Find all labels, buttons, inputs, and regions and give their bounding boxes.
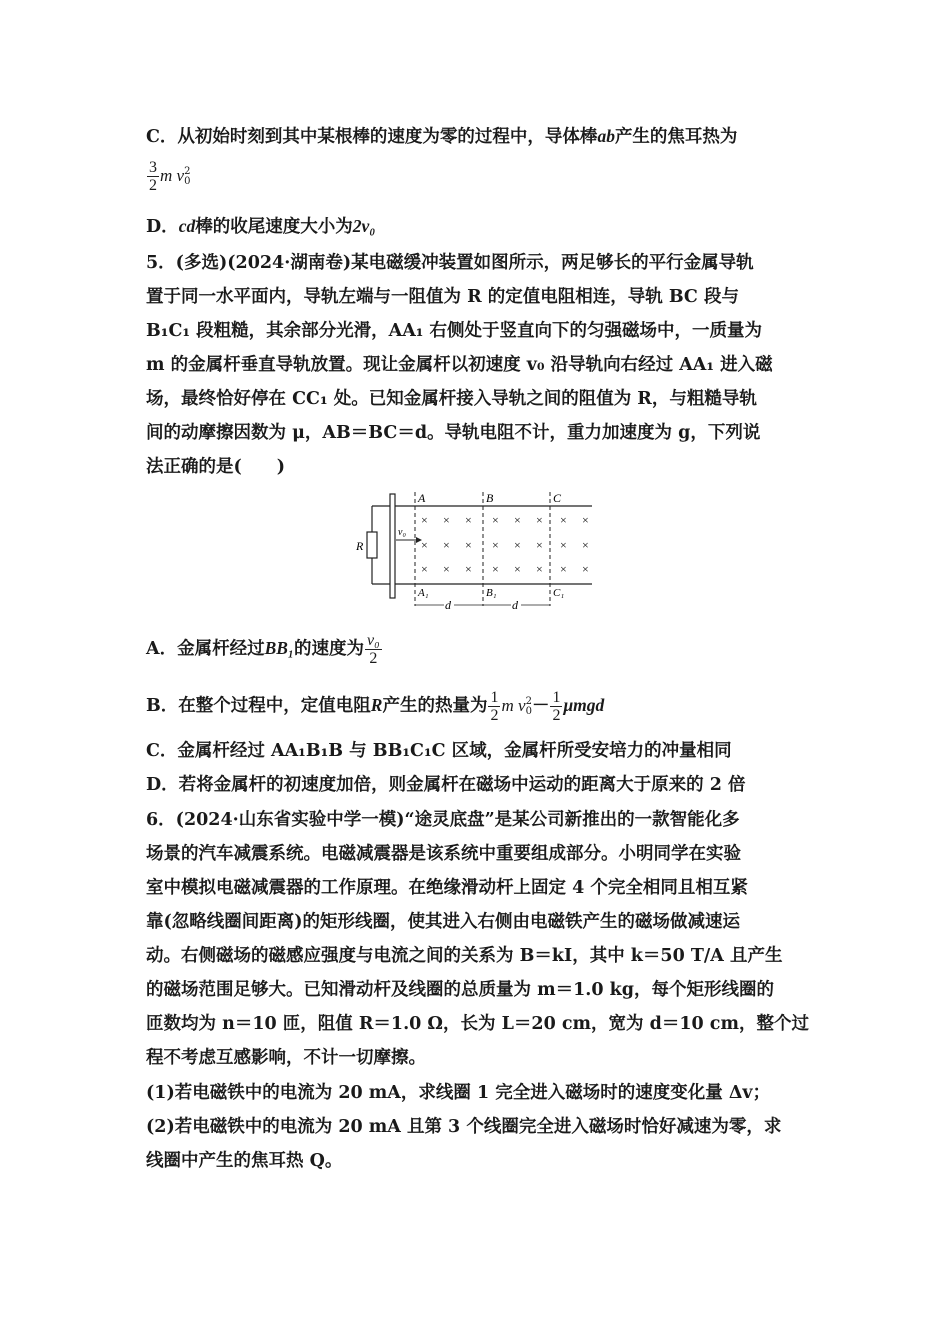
q6-line-6: 的磁场范围足够大。已知滑动杆及线圈的总质量为 m＝1.0 kg，每个矩形线圈的 (146, 980, 775, 1000)
field-cross: × (514, 513, 521, 527)
q5-option-b-minus: － (531, 696, 550, 716)
field-cross: × (492, 562, 499, 576)
q5-option-d: D．若将金属杆的初速度加倍，则金属杆在磁场中运动的距离大于原来的 2 倍 (146, 775, 746, 795)
q6-question-1: (1)若电磁铁中的电流为 20 mA，求线圈 1 完全进入磁场时的速度变化量 Δv； (146, 1083, 771, 1103)
resistor (367, 532, 377, 558)
field-cross: × (582, 513, 589, 527)
field-cross: × (443, 562, 450, 576)
q5-option-b-mv: m v (501, 696, 526, 715)
q6-line-4: 靠(忽略线圈间距离)的矩形线圈，使其进入右侧由电磁铁产生的磁场做减速运 (146, 912, 741, 932)
field-cross: × (560, 562, 567, 576)
fraction-denominator: 2 (490, 707, 499, 724)
q5-option-a-text: A．金属杆经过 (146, 639, 265, 659)
label-c: C (553, 491, 562, 505)
q4-option-c-text: C．从初始时刻到其中某根棒的速度为零的过程中，导体棒 (146, 127, 598, 147)
q6-question-2-cont: 线圈中产生的焦耳热 Q。 (146, 1151, 343, 1171)
field-cross: × (492, 538, 499, 552)
q6-line-2: 场景的汽车减震系统。电磁减震器是该系统中重要组成部分。小明同学在实验 (146, 844, 741, 864)
field-cross: × (421, 538, 428, 552)
fraction-denominator: 2 (552, 707, 561, 724)
q5-line-4: m 的金属杆垂直导轨放置。现让金属杆以初速度 v₀ 沿导轨向右经过 AA₁ 进入磁 (146, 355, 773, 375)
q4-option-c-fraction (147, 159, 159, 194)
label-c1: C₁ (553, 587, 565, 599)
field-cross: × (465, 538, 472, 552)
q5-line-3: B₁C₁ 段粗糙，其余部分光滑，AA₁ 右侧处于竖直向下的匀强磁场中，一质量为 (146, 321, 763, 341)
q4-option-c-text-2: 产生的焦耳热为 (614, 127, 738, 147)
q5-option-b-mu-mgd: μmgd (563, 695, 605, 715)
rail-diagram-svg (352, 488, 597, 616)
q6-question-2: (2)若电磁铁中的电流为 20 mA 且第 3 个线圈完全进入磁场时恰好减速为零，求 (146, 1117, 782, 1137)
q6-line-7: 匝数均为 n＝10 匝，阻值 R＝1.0 Ω，长为 L＝20 cm，宽为 d＝10 cm，整个过 (146, 1014, 809, 1034)
field-cross: × (492, 513, 499, 527)
field-cross: × (536, 538, 543, 552)
q4-option-d (146, 214, 810, 239)
q4-option-d-prefix: D． (146, 217, 179, 237)
fraction-denominator: 2 (149, 177, 157, 194)
q5-line-2: 置于同一水平面内，导轨左端与一阻值为 R 的定值电阻相连，导轨 BC 段与 (146, 287, 739, 307)
field-cross: × (582, 562, 589, 576)
fraction-numerator: 1 (490, 689, 499, 706)
velocity-label: v₀ (398, 527, 406, 538)
q6-line-5: 动。右侧磁场的磁感应强度与电流之间的关系为 B＝kI，其中 k＝50 T/A 且产生 (146, 946, 783, 966)
q4-option-c-formula: $\frac{3}{2}$ m v 2 0 (149, 159, 191, 194)
q5-line-5: 场，最终恰好停在 CC₁ 处。已知金属杆接入导轨之间的阻值为 R，与粗糙导轨 (146, 389, 757, 409)
q5-option-b-text: B．在整个过程中，定值电阻 (146, 696, 371, 716)
label-b1: B₁ (486, 587, 497, 599)
q5-option-b: B．在整个过程中，定值电阻R产生的热量为 $\frac{1}{2}$ m v 2 0 － $\frac{1}{2}$ μmgd (146, 689, 605, 724)
fraction-numerator: 3 (149, 159, 157, 176)
field-cross: × (560, 513, 567, 527)
fraction-denominator: 2 (369, 650, 378, 667)
q5-option-c: C．金属杆经过 AA₁B₁B 与 BB₁C₁C 区域，金属杆所受安培力的冲量相同 (146, 741, 732, 761)
field-cross: × (582, 538, 589, 552)
q4-option-d-value: 2v₀ (352, 216, 376, 236)
magnetic-field-crosses (421, 513, 589, 576)
distance-label-ab: d (445, 598, 451, 612)
q4-option-c (146, 124, 810, 149)
q5-option-b-fraction-1 (488, 689, 500, 724)
q4-option-d-cd: cd (178, 216, 196, 236)
field-cross: × (560, 538, 567, 552)
distance-label-bc: d (512, 598, 518, 612)
field-cross: × (421, 562, 428, 576)
field-cross: × (443, 513, 450, 527)
q5-option-b-text-2: 产生的热量为 (382, 696, 488, 716)
q6-line-3: 室中模拟电磁减震器的工作原理。在绝缘滑动杆上固定 4 个完全相同且相互紧 (146, 878, 748, 898)
field-cross: × (536, 562, 543, 576)
q5-option-a-text-2: 的速度为 (294, 639, 365, 659)
q5-option-a-fraction (365, 632, 382, 667)
resistor-label: R (356, 539, 364, 553)
q5-line-7: 法正确的是( ) (146, 457, 286, 477)
label-b: B (486, 491, 494, 505)
fraction-numerator: 1 (552, 689, 561, 706)
field-cross: × (514, 538, 521, 552)
field-cross: × (514, 562, 521, 576)
q5-line-1: 5．(多选)(2024·湖南卷)某电磁缓冲装置如图所示，两足够长的平行金属导轨 (146, 253, 754, 273)
q6-line-8: 程不考虑互感影响，不计一切摩擦。 (146, 1048, 426, 1068)
field-cross: × (443, 538, 450, 552)
field-cross: × (465, 562, 472, 576)
q5-line-6: 间的动摩擦因数为 μ，AB＝BC＝d。导轨电阻不计，重力加速度为 g，下列说 (146, 423, 761, 443)
fraction-numerator: v₀ (367, 632, 380, 649)
field-cross: × (421, 513, 428, 527)
label-a1: A₁ (418, 587, 429, 599)
q5-option-b-r: R (370, 695, 383, 715)
q4-option-c-ab: ab (597, 126, 615, 146)
field-cross: × (465, 513, 472, 527)
rail-diagram (352, 488, 597, 616)
field-cross: × (536, 513, 543, 527)
label-a: A (418, 491, 426, 505)
q6-line-1: 6．(2024·山东省实验中学一模)“途灵底盘”是某公司新推出的一款智能化多 (146, 810, 740, 830)
q4-option-c-mv: m v (160, 166, 185, 185)
q5-option-a-bb1: BB₁ (264, 638, 295, 658)
q5-option-b-fraction-2 (550, 689, 562, 724)
q5-option-a (146, 626, 810, 671)
q4-option-d-text: 棒的收尾速度大小为 (195, 217, 353, 237)
metal-rod (390, 494, 395, 598)
